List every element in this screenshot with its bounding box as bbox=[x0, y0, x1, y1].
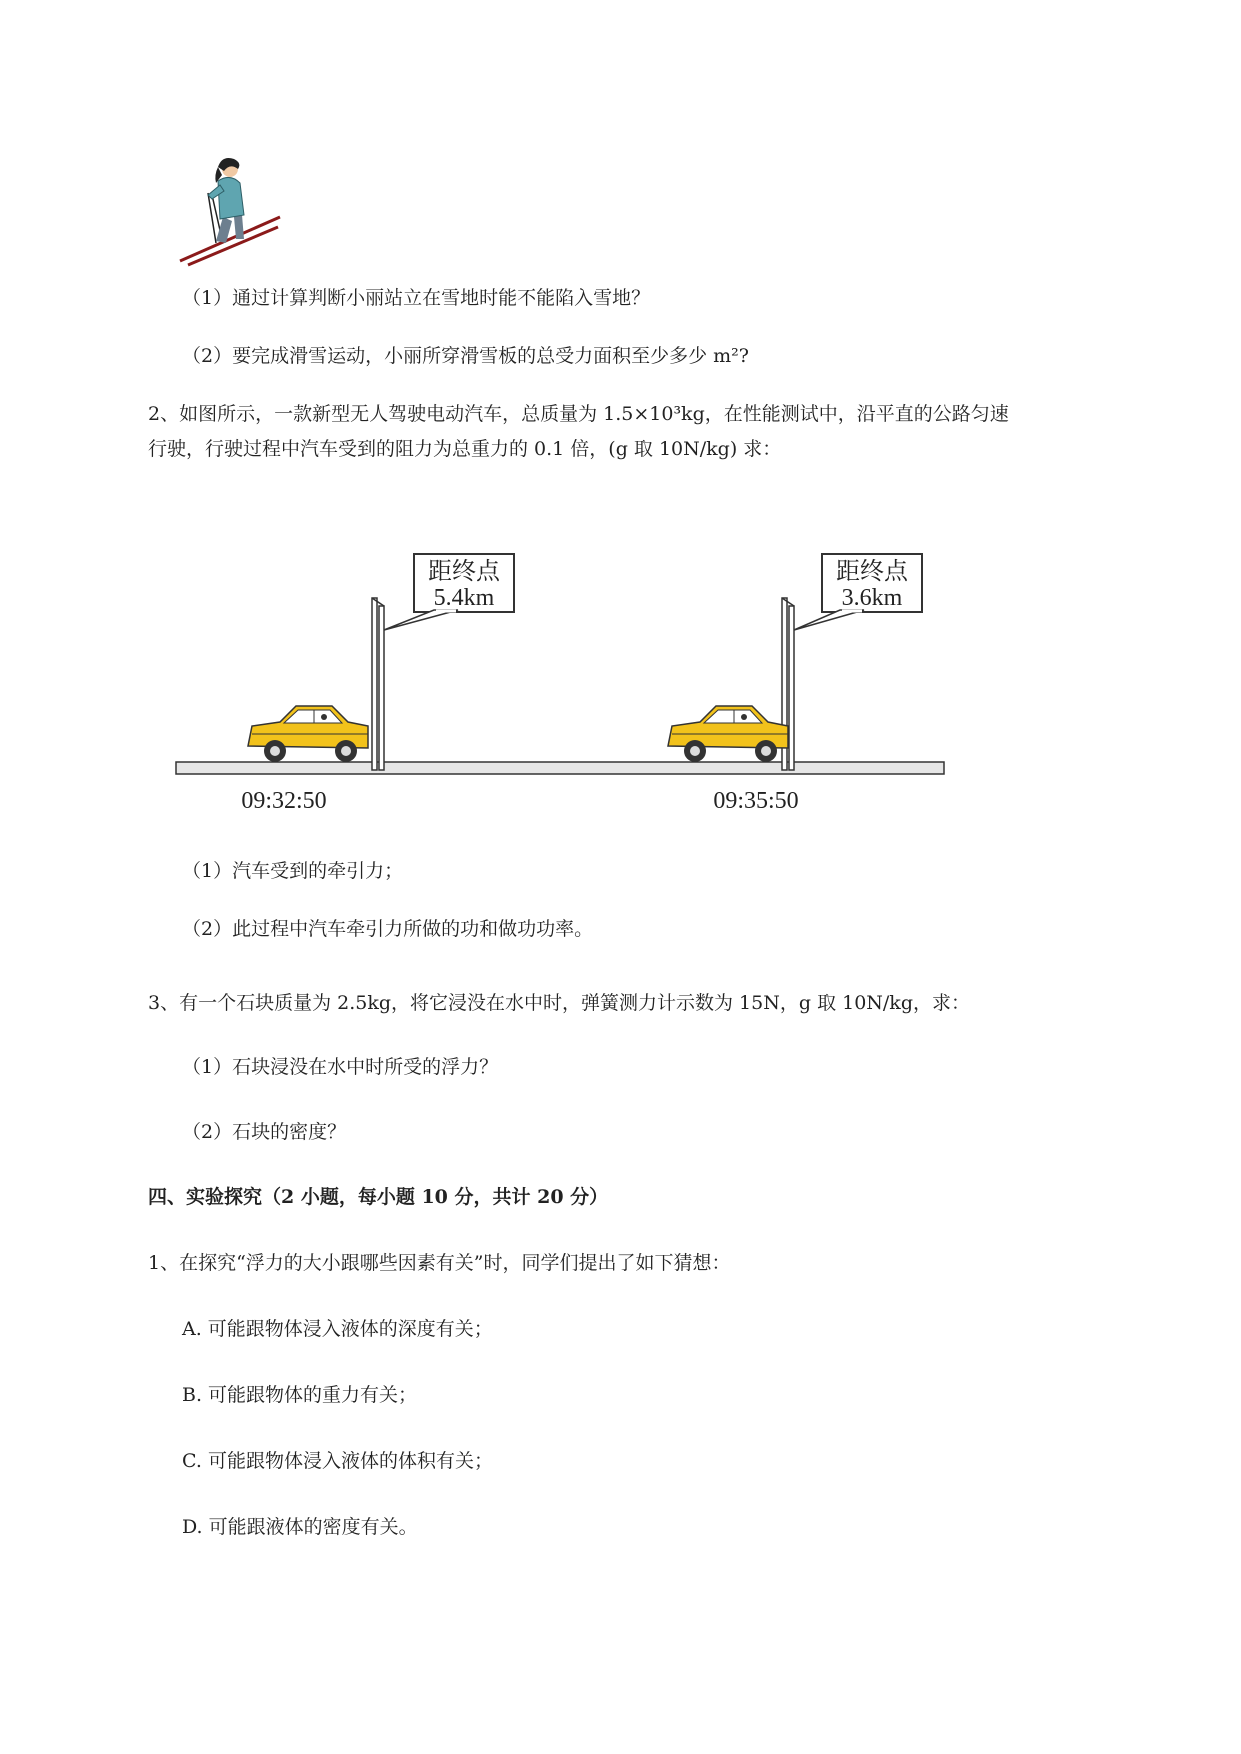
sign1-label-line1: 距终点 bbox=[428, 559, 500, 585]
sign1-distance: 5.4km bbox=[433, 585, 495, 611]
car-2 bbox=[668, 706, 788, 762]
q3-sub-question-2: （2）石块的密度？ bbox=[182, 1121, 347, 1143]
road-figure bbox=[172, 548, 952, 825]
time-label-2: 09:35:50 bbox=[713, 788, 799, 814]
section-4-title: 四、实验探究（2 小题，每小题 10 分，共计 20 分） bbox=[148, 1186, 609, 1208]
q2-text-line-1: 2、如图所示，一款新型无人驾驶电动汽车，总质量为 1.5×10³kg，在性能测试中，沿平直的公路匀速 bbox=[148, 403, 1009, 425]
sign2-distance: 3.6km bbox=[841, 585, 903, 611]
skier-figure bbox=[178, 155, 282, 267]
q3-text: 3、有一个石块质量为 2.5kg，将它浸没在水中时，弹簧测力计示数为 15N，g 取 10N/kg，求： bbox=[148, 992, 970, 1014]
q3-sub-question-1: （1）石块浸没在水中时所受的浮力？ bbox=[182, 1056, 499, 1078]
sign2-label-line1: 距终点 bbox=[836, 559, 908, 585]
car-1 bbox=[248, 706, 368, 762]
option-d: D. 可能跟液体的密度有关。 bbox=[182, 1516, 418, 1538]
option-b: B. 可能跟物体的重力有关； bbox=[182, 1384, 418, 1406]
option-a: A. 可能跟物体浸入液体的深度有关； bbox=[182, 1318, 493, 1340]
time-label-1: 09:32:50 bbox=[241, 788, 327, 814]
q2-text-line-2: 行驶，行驶过程中汽车受到的阻力为总重力的 0.1 倍，(g 取 10N/kg) 求： bbox=[148, 438, 782, 460]
skier-question-2: （2）要完成滑雪运动，小丽所穿滑雪板的总受力面积至少多少 m²? bbox=[182, 345, 749, 367]
option-c: C. 可能跟物体浸入液体的体积有关； bbox=[182, 1450, 493, 1472]
q2-sub-question-2: （2）此过程中汽车牵引力所做的功和做功功率。 bbox=[182, 918, 594, 940]
skier-question-1: （1）通过计算判断小丽站立在雪地时能不能陷入雪地？ bbox=[182, 287, 651, 309]
q2-sub-question-1: （1）汽车受到的牵引力； bbox=[182, 860, 404, 882]
section-4-question-1: 1、在探究“浮力的大小跟哪些因素有关”时，同学们提出了如下猜想： bbox=[148, 1252, 731, 1274]
